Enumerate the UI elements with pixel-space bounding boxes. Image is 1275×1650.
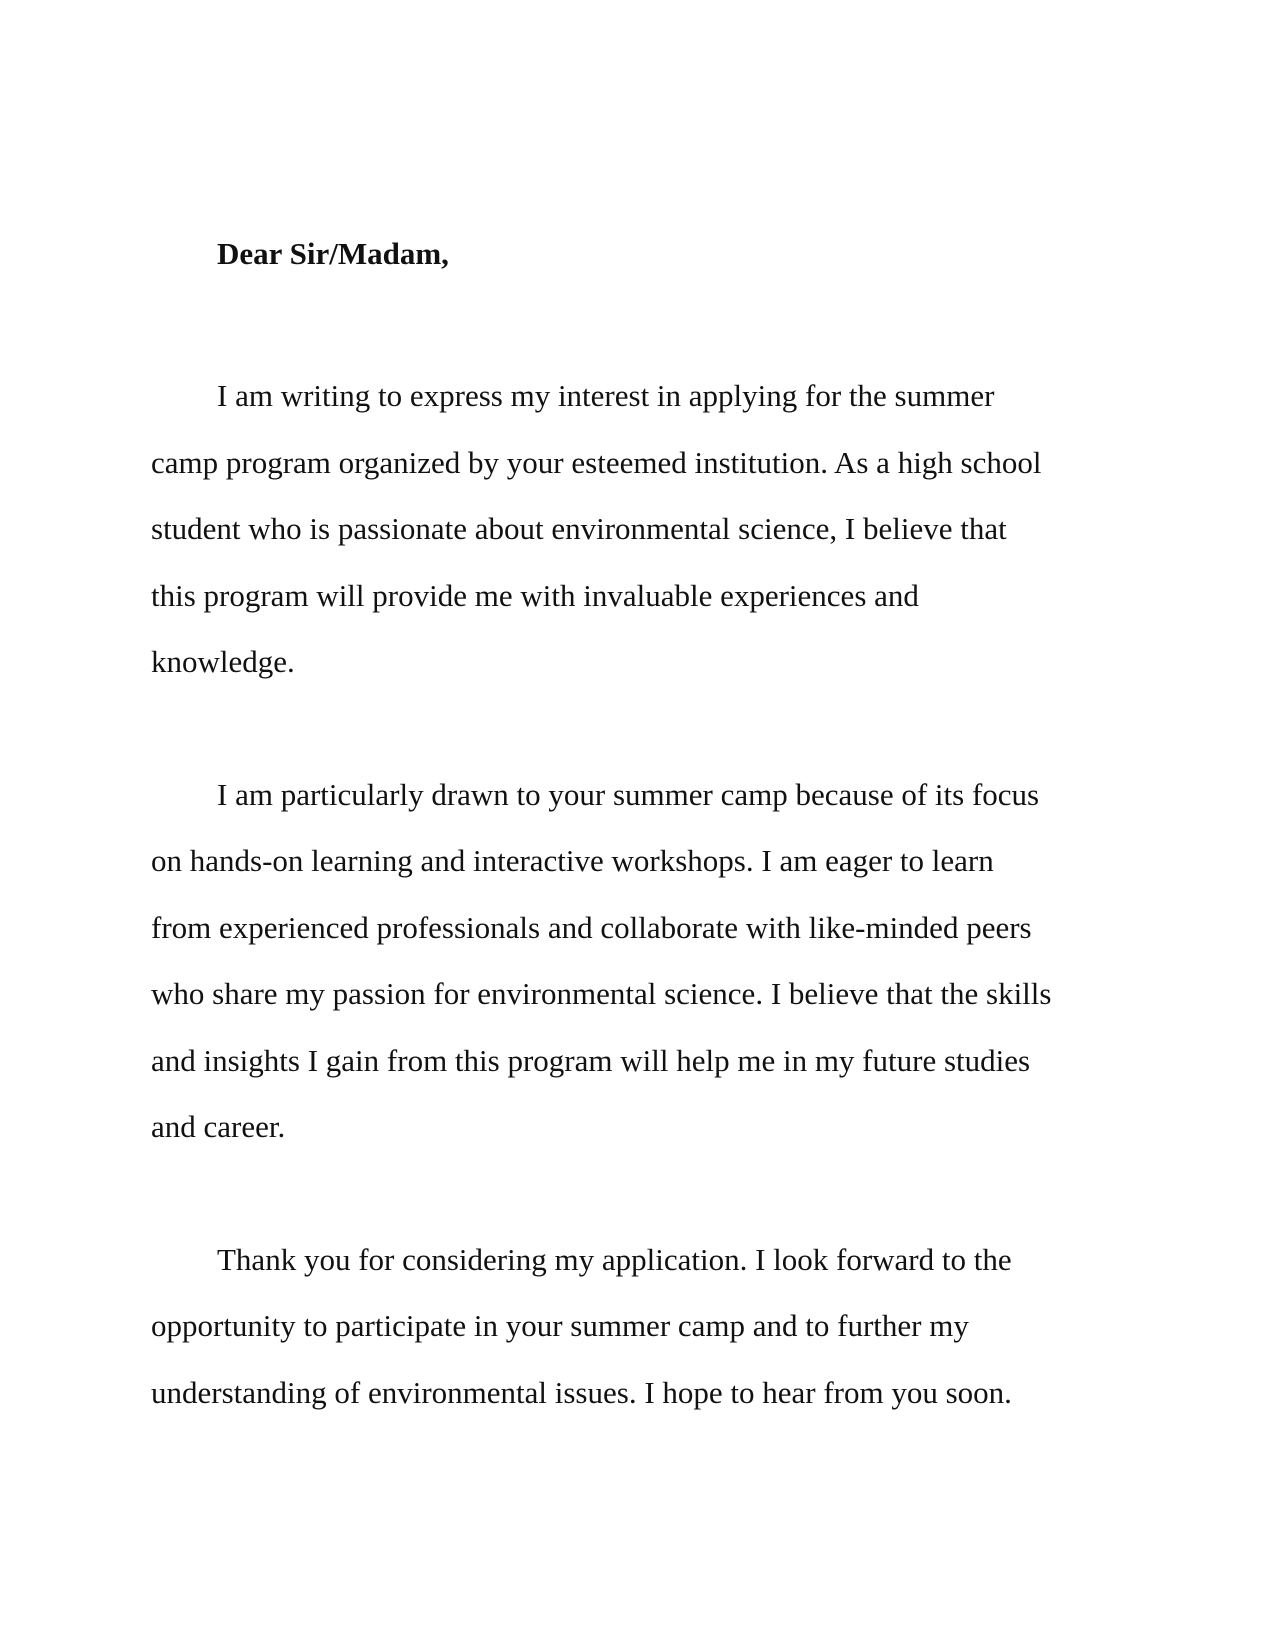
text-line: and career. [151, 1109, 286, 1144]
text-line: I am particularly drawn to your summer camp because of its focus [217, 776, 1040, 812]
text-line: camp program organized by your esteemed institution. As a high school [151, 444, 1042, 480]
text-line: student who is passionate about environmental science, I believe that [151, 511, 1007, 546]
text-line: and insights I gain from this program will help me in my future studies [151, 1042, 1031, 1078]
paragraph-closing [151, 1227, 1141, 1427]
paragraph-intro [151, 363, 1141, 696]
text-line: knowledge. [151, 644, 295, 679]
text-line: on hands-on learning and interactive workshops. I am eager to learn [151, 843, 994, 878]
letter-body [151, 232, 1141, 1492]
text-line: opportunity to participate in your summer camp and to further my [151, 1308, 969, 1343]
text-line: from experienced professionals and collaborate with like-minded peers [151, 909, 1032, 945]
text-line: who share my passion for environmental science. I believe that the skills [151, 976, 1052, 1011]
text-line: this program will provide me with invaluable experiences and [151, 577, 919, 613]
paragraph-motivation [151, 762, 1141, 1161]
text-line: understanding of environmental issues. I hope to hear from you soon. [151, 1374, 1012, 1410]
salutation: Dear Sir/Madam, [217, 236, 449, 271]
text-line: I am writing to express my interest in applying for the summer [217, 378, 995, 413]
text-line: Thank you for considering my application. I look forward to the [217, 1241, 1012, 1277]
